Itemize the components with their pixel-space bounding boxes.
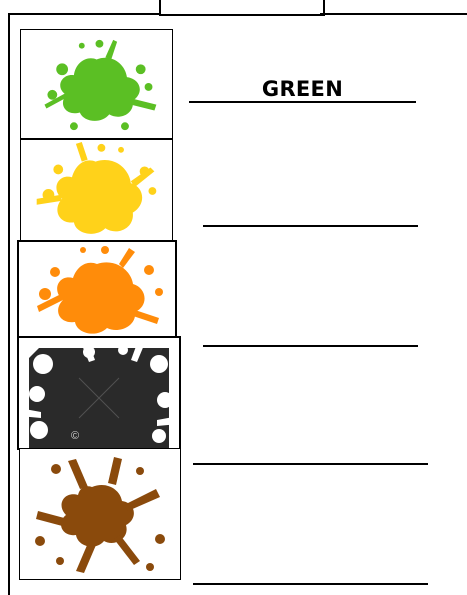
color-card-brown [19,448,181,580]
brown-paint-splash-icon [20,449,180,579]
color-card-yellow [20,139,173,243]
answer-line-3[interactable] [203,321,418,347]
header-tab [159,0,325,16]
sheet-border-top-right [320,13,467,15]
sheet-border-left [8,13,10,595]
color-card-orange [17,240,177,340]
black-paint-splash-icon [19,338,179,448]
sheet-border-top-left [8,13,160,15]
orange-paint-splash-icon [19,242,175,338]
watermark-copyright: © [71,430,80,442]
answer-line-1[interactable] [189,77,416,103]
color-card-black [17,336,181,450]
yellow-paint-splash-icon [21,140,172,242]
green-paint-splash-icon [21,30,172,138]
answer-text-1: GREEN [261,77,344,101]
answer-line-4[interactable] [193,439,428,465]
answer-line-2[interactable] [203,201,418,227]
answer-line-5[interactable] [193,559,428,585]
color-card-green [20,29,173,139]
